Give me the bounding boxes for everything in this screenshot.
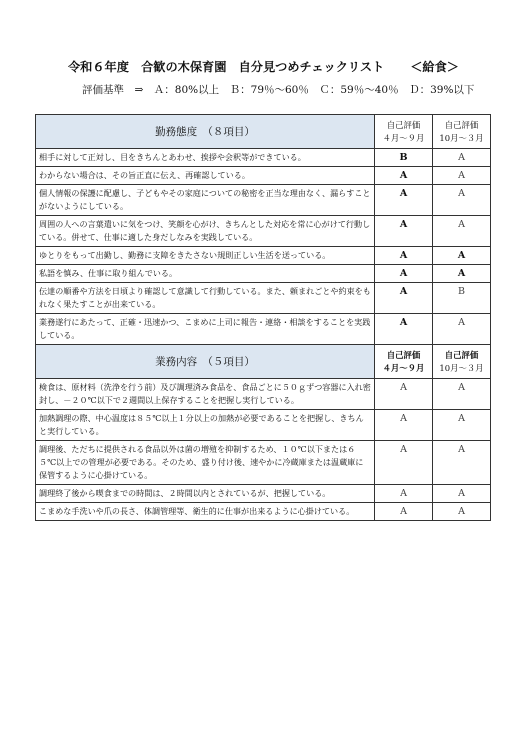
checklist-table [35,114,491,521]
section-header-attitude [36,115,491,149]
period1-header: 自己評価 ４月～９月 [375,115,433,149]
table-row: こまめな手洗いや爪の長さ、体調管理等、衛生的に仕事が出来るように心掛けている。 A A [36,503,491,521]
table-row: ゆとりをもって出勤し、勤務に支障をきたさない規則正しい生活を送っている。 A A [36,247,491,265]
evaluation-criteria: 評価基準 ⇒ Ａ：80%以上 Ｂ：79％～60％ Ｃ：59％～40％ Ｄ：39%以下 [82,84,475,96]
table-row: 業務遂行にあたって、正確・迅速かつ、こまめに上司に報告・連絡・相談をすることを実践している。 A A [36,314,491,345]
table-row: 相手に対して正対し、目をきちんとあわせ、挨拶や会釈等ができている。 B A [36,149,491,167]
table-row: 個人情報の保護に配慮し、子どもやその家庭についての秘密を正当な理由なく、漏らすことがないようにしている。 A A [36,185,491,216]
period2-header: 自己評価 10月～３月 [433,115,491,149]
table-row: 周囲の人への言葉遣いに気をつけ、笑顔を心がけ、きちんとした対応を常に心がけて行動している。併せて、仕事に適した身だしなみを実践している。 A A [36,216,491,247]
table-row: 調理後、ただちに提供される食品以外は菌の増殖を抑制するため、１０℃以下または６５℃以上での管理が必要である。そのため、盛り付け後、速やかに冷蔵庫または温蔵庫に保管するように心掛けている。 A A [36,441,491,485]
table-row: 伝達の順番や方法を日頃より確認して意識して行動している。また、頼まれごとや約束をもれなく果たすことが出来ている。 A B [36,283,491,314]
table-row: 私語を慎み、仕事に取り組んでいる。 A A [36,265,491,283]
period1-header: 自己評価 ４月～９月 [375,345,433,379]
section-title: 勤務態度 （８項目） [36,115,375,149]
document-title [0,58,527,75]
table-row: わからない場合は、その旨正直に伝え、再確認している。 A A [36,167,491,185]
table-row: 調理終了後から喫食までの時間は、２時間以内とされているが、把握している。 A A [36,485,491,503]
title-category: ＜給食＞ [410,60,459,74]
section-title: 業務内容 （５項目） [36,345,375,379]
period2-header: 自己評価 10月～３月 [433,345,491,379]
table-row: 加熱調理の際、中心温度は８５℃以上１分以上の加熱が必要であることを把握し、きちんと実行している。 A A [36,410,491,441]
table-row: 検食は、原材料（洗浄を行う前）及び調理済み食品を、食品ごとに５０ｇずつ容器に入れ密封し、－２０℃以下で２週間以上保存することを把握し実行している。 A A [36,379,491,410]
section-header-duties [36,345,491,379]
title-main: 令和６年度 合歓の木保育園 自分見つめチェックリスト [67,60,385,74]
